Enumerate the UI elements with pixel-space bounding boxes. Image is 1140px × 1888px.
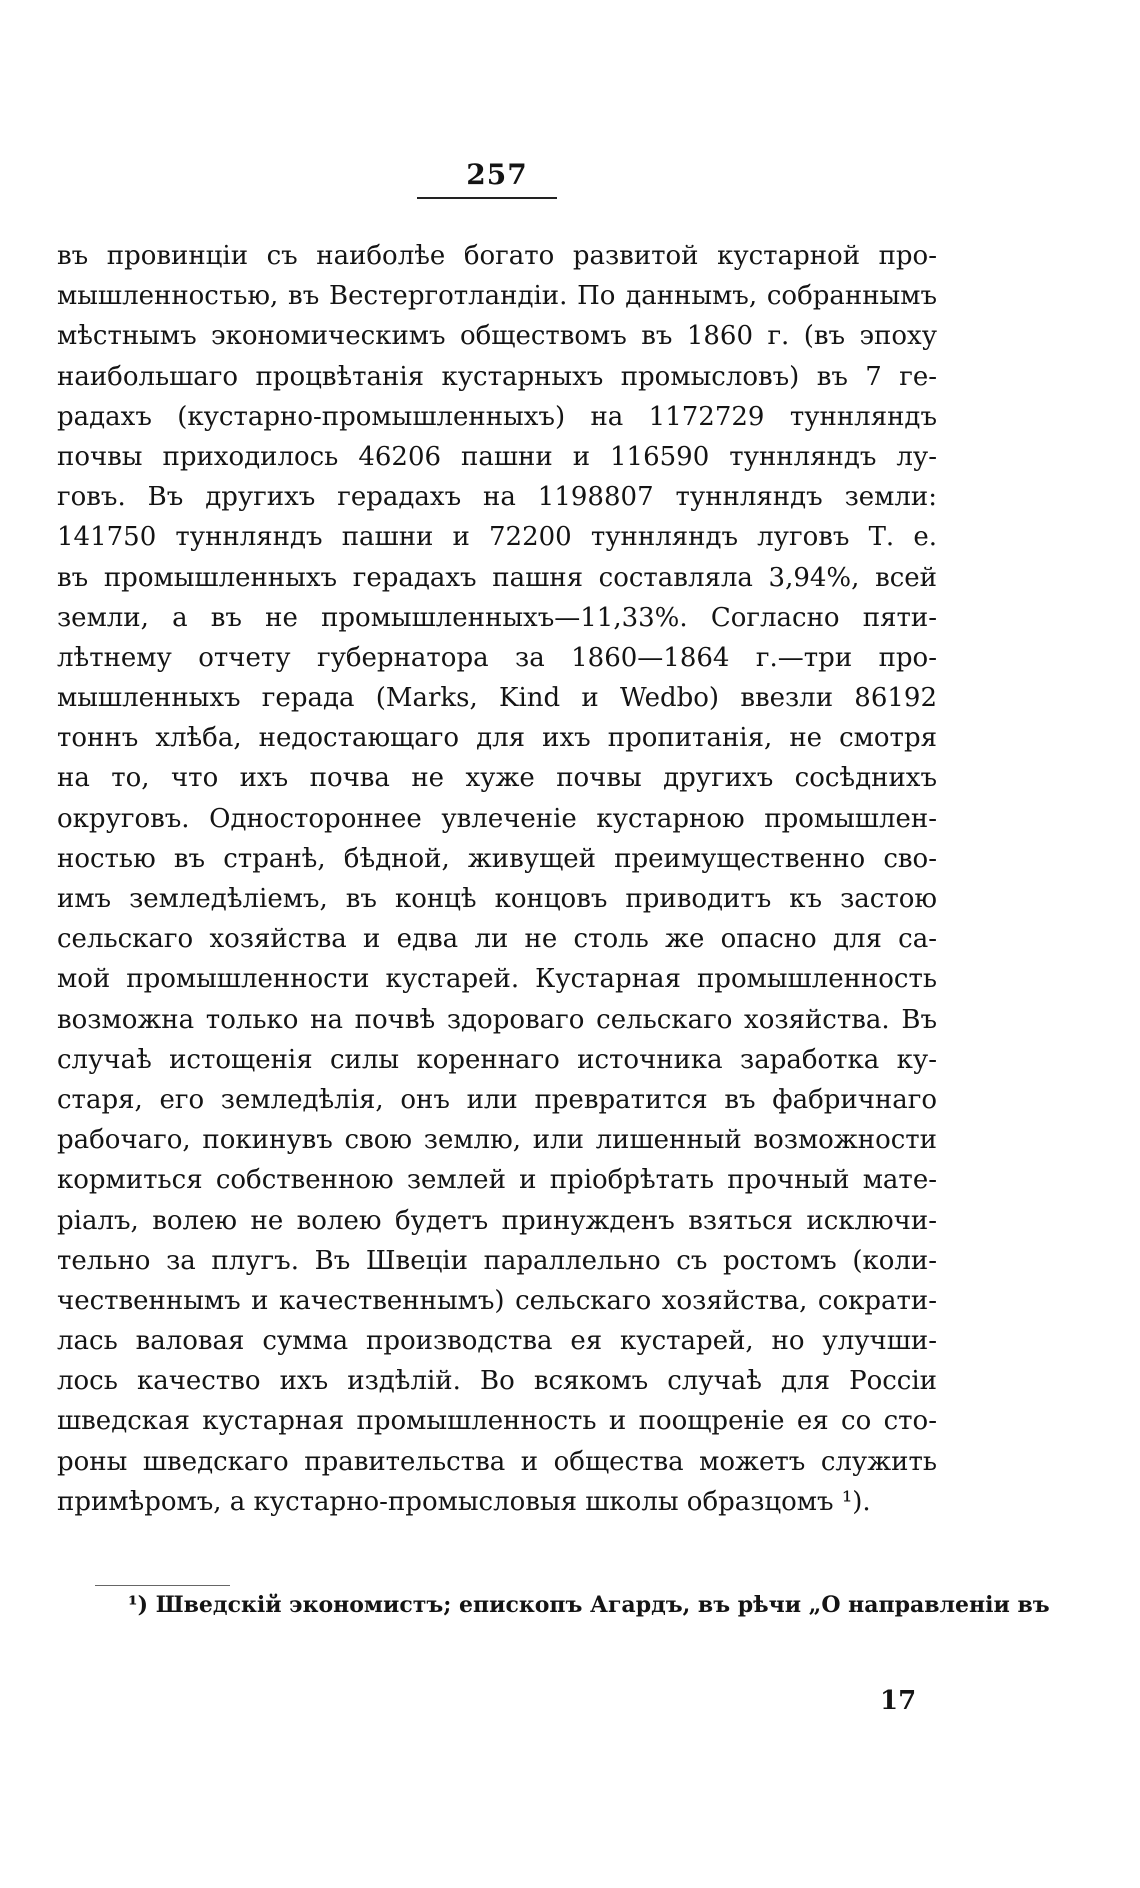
text-line: тельно за плугъ. Въ Швеціи параллельно съ ростомъ (коли- — [57, 1245, 937, 1276]
text-line: земли, а въ не промышленныхъ—11,33%. Согласно пяти- — [57, 602, 937, 633]
text-line: рабочаго, покинувъ свою землю, или лишенный возможности — [57, 1125, 937, 1156]
footnote-marker: ¹) — [128, 1592, 149, 1618]
text-line: роны шведскаго правительства и общества можетъ служить — [57, 1446, 937, 1477]
text-line: сельскаго хозяйства и едва ли не столь же опасно для са- — [57, 924, 937, 955]
text-line: въ промышленныхъ герадахъ пашня составляла 3,94%, всей — [57, 562, 937, 593]
page-number: 257 — [466, 158, 528, 191]
text-line: тоннъ хлѣба, недостающаго для ихъ пропитанія, не смотря — [57, 723, 937, 754]
footnote — [128, 1590, 1050, 1620]
text-line: въ провинціи съ наиболѣе богато развитой кустарной про- — [57, 241, 937, 271]
text-line: мышленностью, въ Вестерготландіи. По даннымъ, собраннымъ — [57, 281, 937, 312]
text-line: мой промышленности кустарей. Кустарная промышленность — [57, 964, 937, 995]
text-line: лѣтнему отчету губернатора за 1860—1864 г.—три про- — [57, 642, 937, 673]
text-line: шведская кустарная промышленность и поощреніе ея со сто- — [57, 1406, 937, 1437]
text-line: 141750 туннляндъ пашни и 72200 туннляндъ луговъ Т. е. — [57, 522, 937, 553]
footnote-rule — [95, 1585, 230, 1586]
text-line: говъ. Въ другихъ герадахъ на 1198807 туннляндъ земли: — [57, 482, 937, 513]
text-line: мѣстнымъ экономическимъ обществомъ въ 1860 г. (въ эпоху — [57, 321, 937, 352]
footnote-text: Шведскій экономистъ; епископъ Агардъ, въ рѣчи „О направленіи въ — [155, 1592, 1050, 1618]
text-line: случаѣ истощенія силы кореннаго источника заработка ку- — [57, 1044, 937, 1075]
text-line: имъ земледѣліемъ, въ концѣ концовъ приводитъ къ застою — [57, 884, 937, 914]
text-line: чественнымъ и качественнымъ) сельскаго хозяйства, сократи- — [57, 1285, 937, 1316]
text-line: наибольшаго процвѣтанія кустарныхъ промысловъ) въ 7 ге- — [57, 361, 937, 392]
text-line: примѣромъ, а кустарно-промысловыя школы образцомъ ¹). — [57, 1486, 871, 1517]
text-line: мышленныхъ герада (Marks, Kind и Wedbo) ввезли 86192 — [57, 683, 937, 714]
text-line: ностью въ странѣ, бѣдной, живущей преимущественно сво- — [57, 843, 937, 874]
text-line: почвы приходилось 46206 пашни и 116590 туннляндъ лу- — [57, 441, 937, 472]
page-number-rule — [417, 197, 557, 199]
text-line: округовъ. Одностороннее увлеченіе кустарною промышлен- — [57, 803, 937, 834]
text-line: на то, что ихъ почва не хуже почвы другихъ сосѣднихъ — [57, 763, 937, 794]
text-line: старя, его земледѣлія, онъ или превратится въ фабричнаго — [57, 1084, 937, 1115]
text-line: лось качество ихъ издѣлій. Во всякомъ случаѣ для Россіи — [57, 1366, 937, 1397]
text-line: кормиться собственною землей и пріобрѣтать прочный мате- — [57, 1165, 937, 1196]
text-line: возможна только на почвѣ здороваго сельскаго хозяйства. Въ — [57, 1004, 937, 1035]
text-line: ріалъ, волею не волею будетъ принужденъ взяться исключи- — [57, 1205, 937, 1236]
signature-mark: 17 — [880, 1686, 917, 1716]
text-line: лась валовая сумма производства ея кустарей, но улучши- — [57, 1326, 937, 1357]
text-line: радахъ (кустарно-промышленныхъ) на 1172729 туннляндъ — [57, 401, 937, 432]
body-text — [57, 236, 937, 1522]
